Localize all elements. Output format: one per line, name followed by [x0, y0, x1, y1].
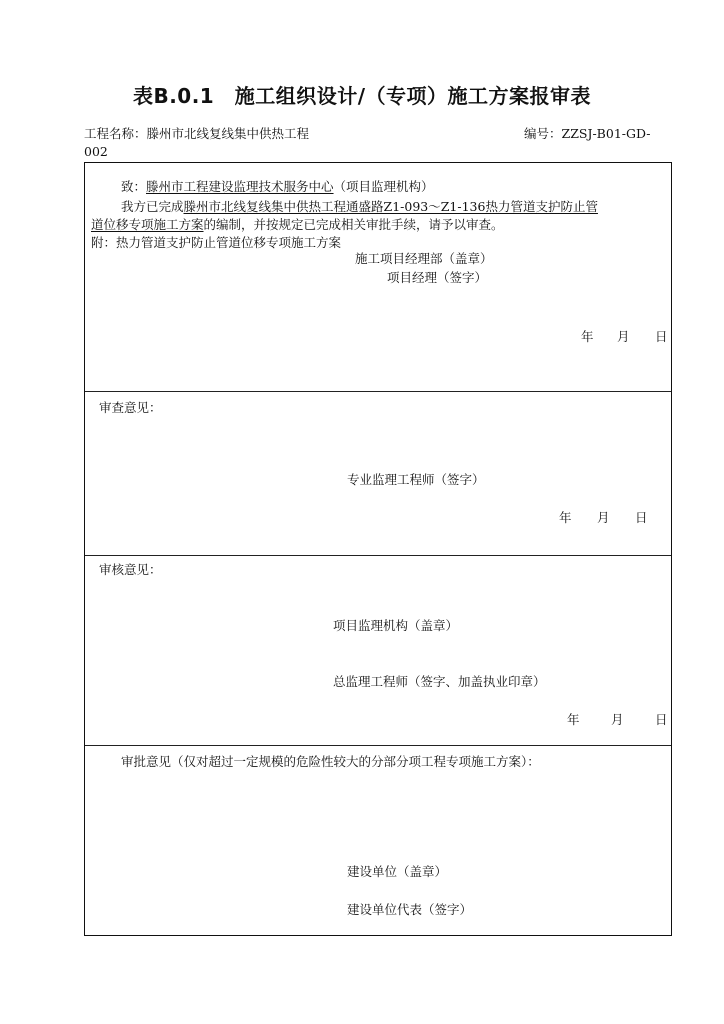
attachment-line: 附：热力管道支护防止管道位移专项施工方案	[91, 235, 342, 250]
form-code-continuation: 002	[84, 144, 108, 159]
page-title: 表B.0.1 施工组织设计/（专项）施工方案报审表	[132, 84, 592, 108]
date-year: 年	[581, 329, 594, 344]
addressee-line	[121, 179, 434, 195]
supervision-org-seal: 项目监理机构（盖章）	[333, 618, 459, 633]
review-section	[85, 391, 671, 555]
contractor-dept-seal: 施工项目经理部（盖章）	[355, 251, 493, 266]
project-name	[84, 124, 309, 142]
audit-opinion-label: 审核意见：	[99, 562, 162, 577]
statement-line-1	[121, 199, 598, 215]
approval-section	[85, 745, 671, 935]
addressee-org: 滕州市工程建设监理技术服务中心	[146, 179, 334, 194]
date-day: 日	[655, 712, 668, 727]
date-month: 月	[611, 712, 624, 727]
statement-rest: 的编制，并按规定已完成相关审批手续，请予以审查。	[203, 217, 504, 232]
form-code-label: 编号：	[524, 126, 562, 141]
statement-line-2	[91, 217, 504, 233]
project-name-label: 工程名称：	[84, 126, 147, 141]
approval-opinion-label: 审批意见（仅对超过一定规模的危险性较大的分部分项工程专项施工方案）：	[121, 754, 540, 769]
to-label: 致：	[121, 179, 147, 194]
construction-unit-seal: 建设单位（盖章）	[347, 864, 448, 879]
form-code	[524, 124, 650, 142]
specialty-engineer-sign: 专业监理工程师（签字）	[347, 472, 485, 487]
project-manager-sign: 项目经理（签字）	[387, 270, 488, 285]
construction-unit-rep-sign: 建设单位代表（签字）	[347, 902, 473, 917]
date-year: 年	[567, 712, 580, 727]
date-year: 年	[559, 510, 572, 525]
statement-plan-name-part1: 滕州市北线复线集中供热工程通盛路Z1-093～Z1-136热力管道支护防止管	[183, 199, 598, 214]
date-day: 日	[655, 329, 668, 344]
statement-plan-name-part2: 道位移专项施工方案	[91, 217, 204, 232]
form-code-value: ZZSJ-B01-GD-	[561, 126, 651, 141]
approval-form	[84, 162, 672, 936]
date-day: 日	[635, 510, 648, 525]
statement-prefix: 我方已完成	[121, 199, 184, 214]
audit-section	[85, 555, 671, 745]
addressee-suffix: （项目监理机构）	[333, 179, 434, 194]
date-month: 月	[617, 329, 630, 344]
submission-section	[85, 163, 671, 391]
project-name-value: 滕州市北线复线集中供热工程	[146, 126, 310, 141]
date-month: 月	[597, 510, 610, 525]
chief-engineer-sign: 总监理工程师（签字、加盖执业印章）	[333, 674, 546, 689]
review-opinion-label: 审查意见：	[99, 400, 162, 415]
